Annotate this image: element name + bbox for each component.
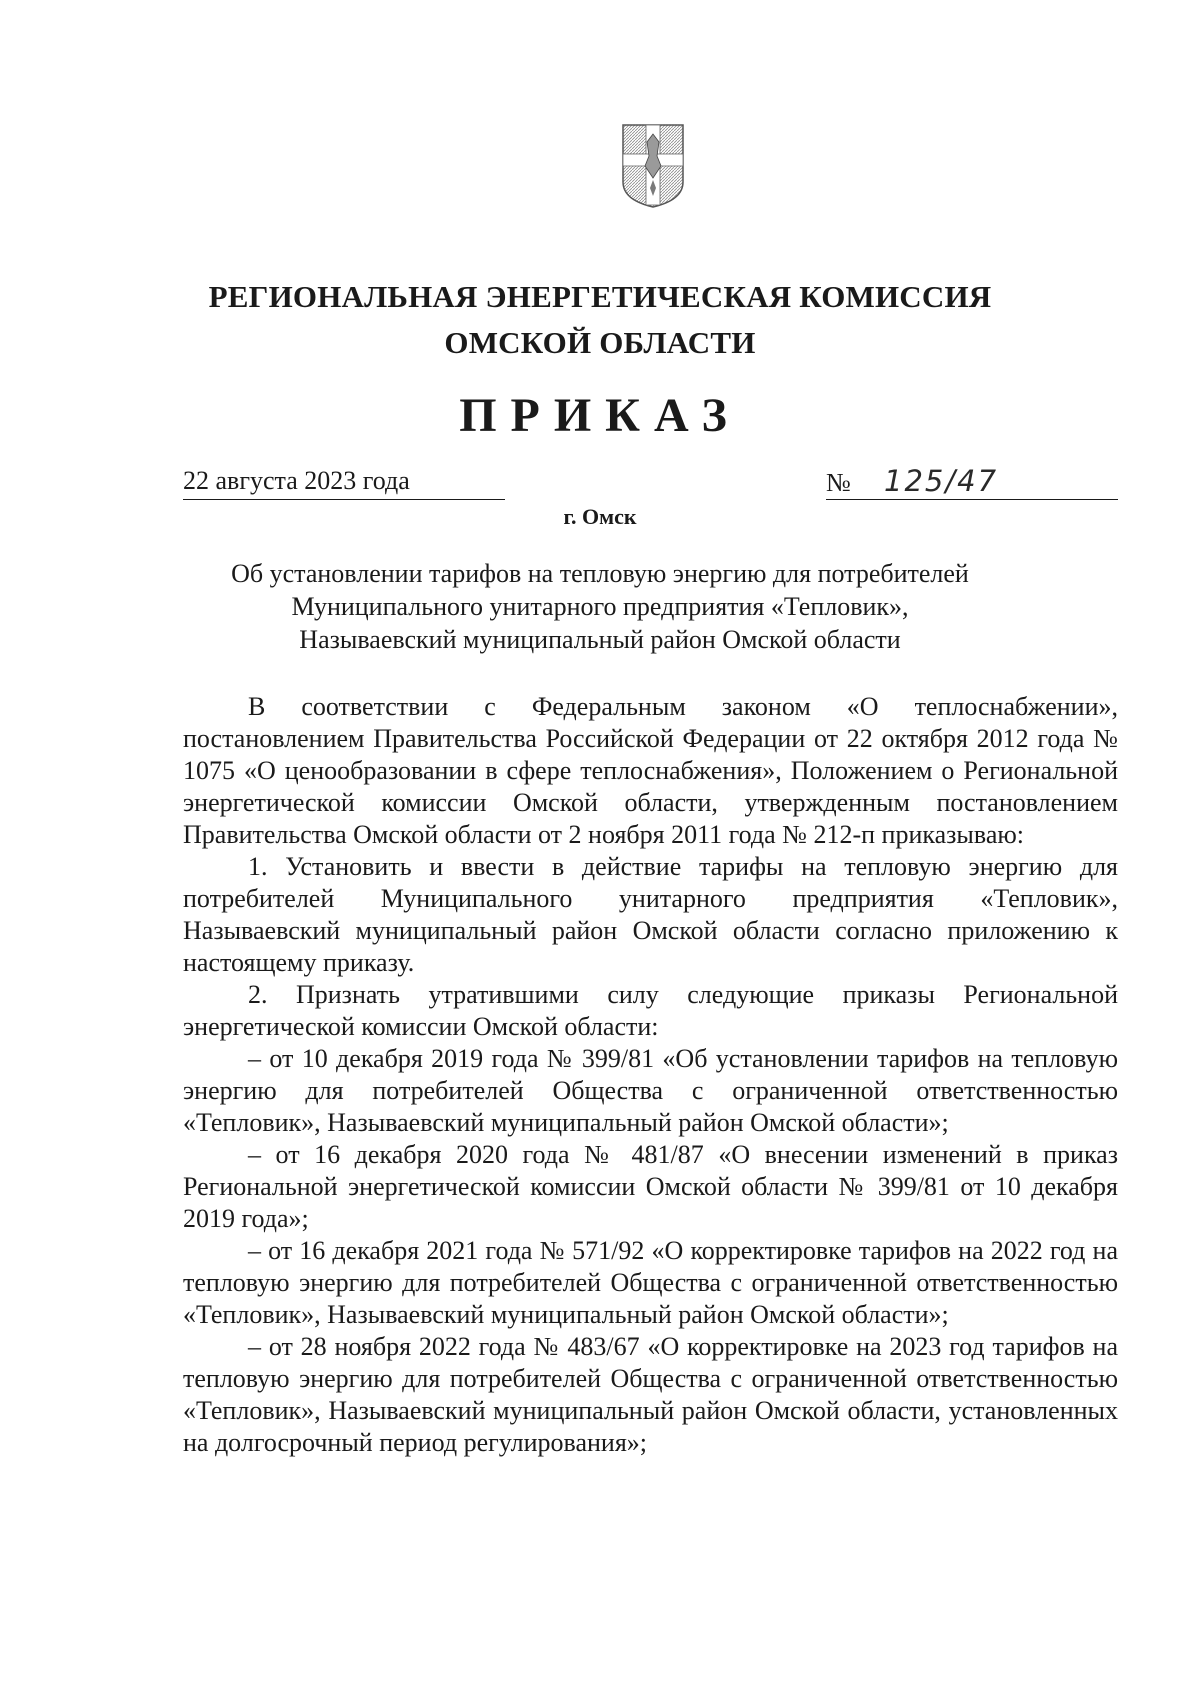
document-body — [183, 691, 1118, 1459]
document-subject — [0, 557, 1200, 656]
body-paragraph-item-2: 2. Признать утратившими силу следующие приказы Региональной энергетической комиссии Омской области: — [183, 980, 1118, 1041]
document-number-handwritten: 125/47 — [884, 464, 999, 498]
subject-line: Называевский муниципальный район Омской области — [299, 625, 901, 654]
document-date: 22 августа 2023 года — [183, 463, 505, 500]
body-paragraph-item-1: 1. Установить и ввести в действие тарифы на тепловую энергию для потребителей Муниципального унитарного предприятия «Тепловик», Называевский муниципальный район Омской области согласно приложению к настоящему приказу. — [183, 852, 1118, 977]
repealed-order-item: – от 10 декабря 2019 года № 399/81 «Об установлении тарифов на тепловую энергию для потребителей Общества с ограниченной ответственностью «Тепловик», Называевский муниципальный район Омской области»; — [183, 1044, 1118, 1137]
coat-of-arms-icon — [620, 122, 686, 210]
repealed-order-item: – от 28 ноября 2022 года № 483/67 «О корректировке на 2023 год тарифов на тепловую энергию для потребителей Общества с ограниченной ответственностью «Тепловик», Называевский муниципальный район Омской области, установленных на долгосрочный период регулирования»; — [183, 1332, 1118, 1457]
document-type-title: ПРИКАЗ — [459, 389, 741, 442]
document-city: г. Омск — [563, 504, 637, 529]
organization-name-line1: РЕГИОНАЛЬНАЯ ЭНЕРГЕТИЧЕСКАЯ КОМИССИЯ — [208, 279, 992, 314]
document-number-field — [826, 463, 1118, 500]
body-paragraph-preamble: В соответствии с Федеральным законом «О теплоснабжении», постановлением Правительства Российской Федерации от 22 октября 2012 года № 1075 «О ценообразовании в сфере теплоснабжения», Положением о Региональной энергетической комиссии Омской области, утвержденным постановлением Правительства Омской области от 2 ноября 2011 года № 212-п приказываю: — [183, 692, 1118, 849]
organization-name-line2: ОМСКОЙ ОБЛАСТИ — [444, 325, 756, 360]
subject-line: Об установлении тарифов на тепловую энергию для потребителей — [231, 559, 969, 588]
number-label: № — [826, 468, 851, 497]
repealed-order-item: – от 16 декабря 2021 года № 571/92 «О корректировке тарифов на 2022 год на тепловую энергию для потребителей Общества с ограниченной ответственностью «Тепловик», Называевский муниципальный район Омской области»; — [183, 1236, 1118, 1329]
subject-line: Муниципального унитарного предприятия «Тепловик», — [291, 592, 909, 621]
repealed-order-item: – от 16 декабря 2020 года № 481/87 «О внесении изменений в приказ Региональной энергетической комиссии Омской области № 399/81 от 10 декабря 2019 года»; — [183, 1140, 1118, 1233]
